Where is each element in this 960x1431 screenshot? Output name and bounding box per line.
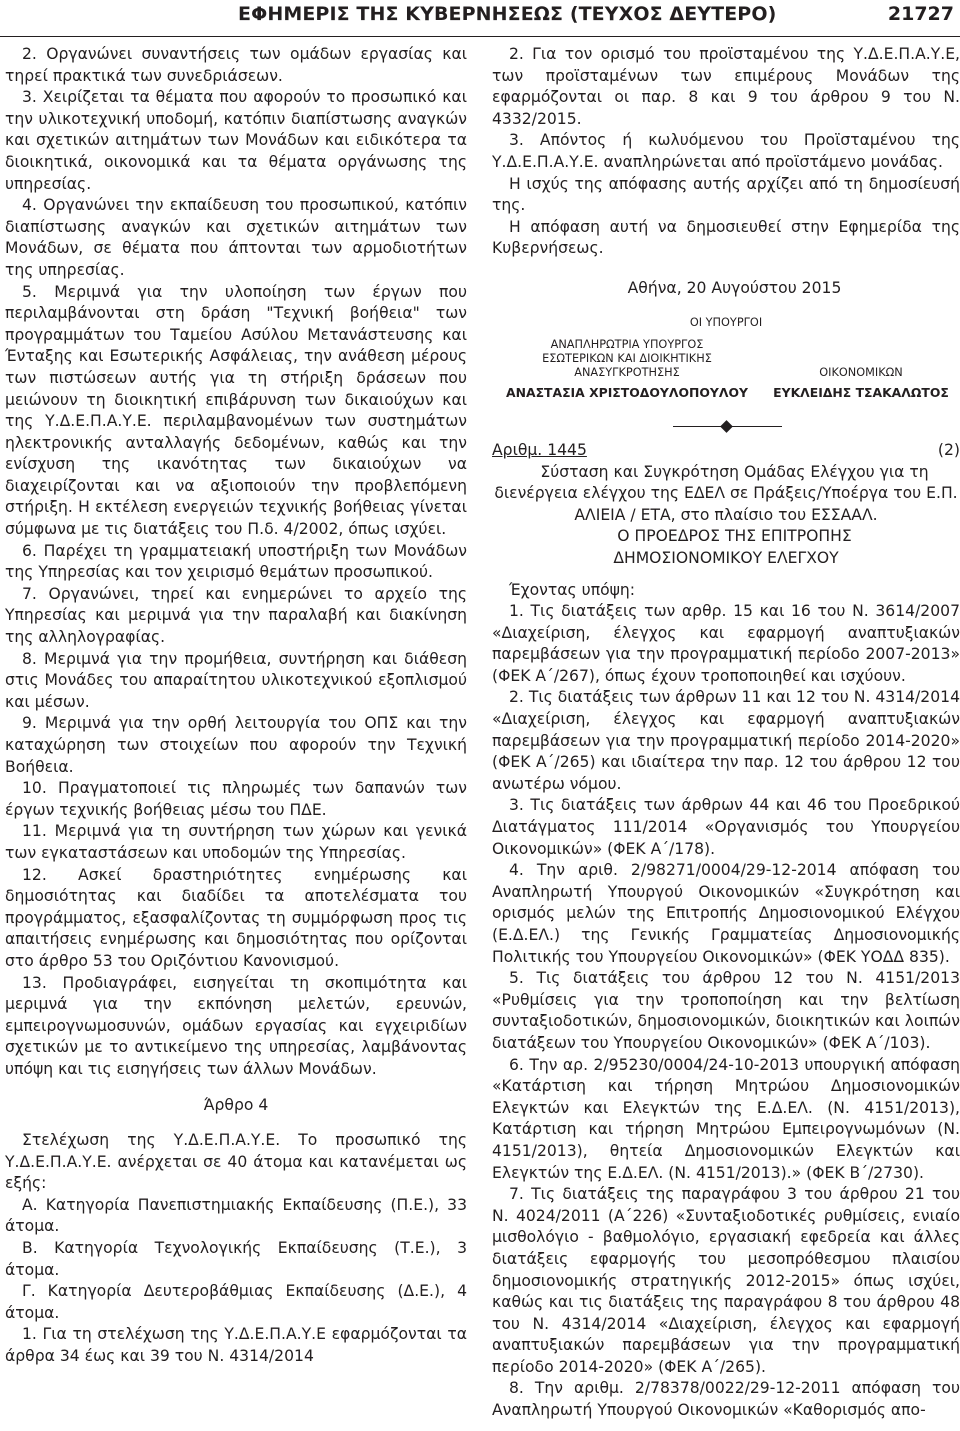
signatory-left-title-3: ΑΝΑΣΥΓΚΡΟΤΗΣΗΣ bbox=[574, 365, 680, 379]
consideration-3: 3. Τις διατάξεις των άρθρων 44 και 46 του Προεδρικού Διατάγματος 111/2014 «Οργανισμός του Υπουργείου Οικονομικών» (ΦΕΚ Α΄/178). bbox=[492, 796, 960, 858]
paragraph-5: 5. Μεριμνά για την υλοποίηση των έργων που περιλαμβάνονται στη δράση "Τεχνική βοήθεια" των προγραμμάτων του Ταμείου Ασύλου Μετανάστευσης και Ένταξης και Εσωτερικής Ασφάλειας, την ανάθεση μέρους των πιστώσεων αυτής για τη στήριξη δράσεων που μειώνουν τη διοικητική επιβάρυνση των δικαιούχων και της Υ.Δ.Ε.Π.Α.Υ.Ε. περιλαμβανομένων των συστημάτων ηλεκτρονικής ανταλλαγής δεδομένων, καθώς και την ενίσχυση της ικανότητας των δικαιούχων να διαχειρίζονται και να αξιοποιούν την προβλεπόμενη στήριξη. Η εκτέλεση ενεργειών τεχνικής βοήθειας γίνεται σύμφωνα με τις διατάξεις του Π.δ. 4/2002, όπως ισχύει. bbox=[5, 282, 467, 539]
consideration-7: 7. Τις διατάξεις της παραγράφου 3 του άρθρου 21 του Ν. 4024/2011 (Α΄226) «Συνταξιοδοτικές ρυθμίσεις, ενιαίο μισθολόγιο - βαθμολόγιο, εργασιακή εφεδρεία και άλλες διατάξεις εφαρμογής του μεσοπρόθεσμου πλαισίου δημοσιονομικής στρατηγικής 2012-2015» όπως ισχύει, καθώς και τις διατάξεις της παραγράφου 8 του άρθρου 48 του Ν. 4314/2014 «Διαχείριση, έλεγχος και εφαρμογή αναπτυξιακών παρεμβάσεων για την προγραμματική περίοδο 2014-2020» (ΦΕΚ Α΄/265). bbox=[492, 1185, 960, 1376]
section-divider bbox=[492, 418, 960, 440]
divider-line-right bbox=[732, 426, 782, 427]
signatures-heading: ΟΙ ΥΠΟΥΡΓΟΙ bbox=[689, 315, 763, 329]
consideration-6: 6. Την αρ. 2/95230/0004/24-10-2013 υπουργική απόφαση «Κατάρτιση και τήρηση Μητρώου Δημοσιονομικών Ελεγκτών και Ελεγκτών της Ε.Δ.ΕΛ. (Ν. 4151/2013), Κατάρτιση και τήρηση Μητρώου Εμπειρογνωμόνων (Ν. 4151/2013), θητεία Δημοσιονομικών Ελεγκτών και Ελεγκτών της Ε.Δ.ΕΛ. (Ν. 4151/2013).» (ΦΕΚ Β΄/2730). bbox=[492, 1055, 960, 1182]
paragraph-11: 11. Μεριμνά για τη συντήρηση των χώρων και γενικά των εγκαταστάσεων και υποδομών της Υπηρεσίας. bbox=[5, 822, 467, 862]
paragraph-4: 4. Οργανώνει την εκπαίδευση του προσωπικού, κατόπιν διαπίστωσης αναγκών και σχετικών αιτημάτων των Μονάδων, σε θέματα που άπτονται των αρμοδιοτήτων της υπηρεσίας. bbox=[5, 196, 467, 279]
having-regard: Έχοντας υπόψη: bbox=[509, 580, 636, 599]
article-4-category-b: Β. Κατηγορία Τεχνολογικής Εκπαίδευσης (Τ.Ε.), 3 άτομα. bbox=[5, 1239, 467, 1279]
decision-number-row bbox=[492, 440, 960, 462]
page-number: 21727 bbox=[887, 3, 954, 25]
consideration-1: 1. Τις διατάξεις των αρθρ. 15 και 16 του Ν. 3614/2007 «Διαχείριση, έλεγχος και εφαρμογή αναπτυξιακών παρεμβάσεων για την προγραμματική περίοδο 2007-2013» (ΦΕΚ Α΄/267), όπως έχουν τροποποιηθεί και ισχύουν. bbox=[492, 602, 960, 685]
signatory-left-name: ΑΝΑΣΤΑΣΙΑ ΧΡΙΣΤΟΔΟΥΛΟΠΟΥΛΟΥ bbox=[506, 384, 748, 400]
paragraph-12: 12. Ασκεί δραστηριότητες ενημέρωσης και δημοσιότητας και διαδίδει τα αποτελέσματα του προγράμματος, εξασφαλίζοντας τη συμμόρφωση προς τις απαιτήσεις ενημέρωσης και δημοσιότητας που ορίζονται στο άρθρο 53 του Οριζόντιου Κανονισμού. bbox=[5, 865, 467, 970]
paragraph-10: 10. Πραγματοποιεί τις πληρωμές των δαπανών των έργων τεχνικής βοήθειας μέσω του ΠΔΕ. bbox=[5, 779, 467, 819]
article-4-category-a: Α. Κατηγορία Πανεπιστημιακής Εκπαίδευσης (Π.Ε.), 33 άτομα. bbox=[5, 1195, 467, 1236]
decision-title: Σύσταση και Συγκρότηση Ομάδας Ελέγχου για τη διενέργεια ελέγχου της ΕΔΕΛ σε Πράξεις/Υποέργα του Ε.Π. ΑΛΙΕΙΑ / ΕΤΑ, στο πλαίσιο του ΕΣΣΑΑΛ. bbox=[494, 462, 958, 524]
paragraph-6: 6. Παρέχει τη γραμματειακή υποστήριξη των Μονάδων της Υπηρεσίας και τον χειρισμό θεμάτων προσωπικού. bbox=[5, 541, 467, 582]
signature-block bbox=[492, 310, 960, 418]
signatory-left-title-2: ΕΣΩΤΕΡΙΚΩΝ ΚΑΙ ΔΙΟΙΚΗΤΙΚΗΣ bbox=[542, 351, 712, 365]
publication-clause: Η απόφαση αυτή να δημοσιευθεί στην Εφημερίδα της Κυβερνήσεως. bbox=[492, 217, 960, 258]
consideration-4: 4. Την αριθ. 2/98271/0004/29-12-2014 απόφαση του Αναπληρωτή Υπουργού Οικονομικών «Συγκρότηση και ορισμός μελών της Επιτροπής Δημοσιονομικού Ελέγχου (Ε.Δ.ΕΛ.) της Γενικής Γραμματείας Δημοσιονομικής Πολιτικής του Υπουργείου Οικονομικών» (ΦΕΚ ΥΟΔΔ 835). bbox=[492, 861, 960, 966]
consideration-8: 8. Την αριθμ. 2/78378/0022/29-12-2011 απόφαση του Αναπληρωτή Υπουργού Οικονομικών «Καθορισμός απο- bbox=[492, 1379, 960, 1420]
left-column bbox=[5, 44, 467, 1368]
paragraph-2: 2. Οργανώνει συναντήσεις των ομάδων εργασίας και τηρεί πρακτικά των συνεδριάσεων. bbox=[5, 45, 467, 85]
article-4-intro: Στελέχωση της Υ.Δ.Ε.Π.Α.Υ.Ε. Το προσωπικό της Υ.Δ.Ε.Π.Α.Υ.Ε. ανέρχεται σε 40 άτομα και κατανέμεται ως εξής: bbox=[5, 1131, 467, 1193]
right-column bbox=[492, 44, 960, 1422]
right-paragraph-2: 2. Για τον ορισμό του προϊσταμένου της Υ.Δ.Ε.Π.Α.Υ.Ε, των προϊσταμένων των επιμέρους Μονάδων της εφαρμόζονται οι παρ. 8 και 9 του άρθρου 9 του Ν. 4332/2015. bbox=[492, 45, 960, 128]
paragraph-8: 8. Μεριμνά για την προμήθεια, συντήρηση και διάθεση στις Μονάδες του απαραίτητου υλικοτεχνικού εξοπλισμού και μέσων. bbox=[5, 649, 467, 711]
consideration-2: 2. Τις διατάξεις των άρθρων 11 και 12 του Ν. 4314/2014 «Διαχείριση, έλεγχος και εφαρμογή αναπτυξιακών παρεμβάσεων για την προγραμματική περίοδο 2014-2020» (ΦΕΚ Α΄/265) και ιδιαίτερα την παρ. 12 του άρθρου 12 του ανωτέρω νόμου. bbox=[492, 688, 960, 793]
page-header bbox=[0, 0, 960, 42]
header-rule bbox=[0, 36, 960, 37]
diamond-icon bbox=[720, 420, 733, 433]
paragraph-13: 13. Προδιαγράφει, εισηγείται τη σκοπιμότητα και μεριμνά για την εκπόνηση μελετών, ερευνών, εμπειρογνωμοσυνών, ομάδων εργασίας και εγχειριδίων σχετικών με το αντικείμενο της υπηρεσίας, λαμβάνοντας υπόψη και τις εισηγήσεις των άλλων Μονάδων. bbox=[5, 973, 467, 1078]
paragraph-7: 7. Οργανώνει, τηρεί και ενημερώνει το αρχείο της Υπηρεσίας και μεριμνά για την παραλαβή και διακίνηση της αλληλογραφίας. bbox=[5, 584, 467, 647]
paragraph-9: 9. Μεριμνά για την ορθή λειτουργία του ΟΠΣ και την καταχώρηση των στοιχείων που αφορούν την Τεχνική Βοήθεια. bbox=[5, 714, 467, 776]
authority-line-2: ΔΗΜΟΣΙΟΝΟΜΙΚΟΥ ΕΛΕΓΧΟΥ bbox=[613, 548, 839, 567]
article-4-item-1: 1. Για τη στελέχωση της Υ.Δ.Ε.Π.Α.Υ.Ε εφαρμόζονται τα άρθρα 34 έως και 39 του Ν. 4314/2014 bbox=[5, 1325, 467, 1366]
consideration-5: 5. Τις διατάξεις του άρθρου 12 του Ν. 4151/2013 «Ρυθμίσεις για την τροποποίηση και την βελτίωση συνταξιοδοτικών, δημοσιονομικών, διοικητικών και λοιπών διατάξεων του Υπουργείου Οικονομικών» (ΦΕΚ Α΄/103). bbox=[492, 969, 960, 1052]
place-date: Αθήνα, 20 Αυγούστου 2015 bbox=[627, 278, 842, 297]
signatory-left-title-1: ΑΝΑΠΛΗΡΩΤΡΙΑ ΥΠΟΥΡΓΟΣ bbox=[550, 337, 704, 351]
right-paragraph-3: 3. Απόντος ή κωλυόμενου του Προϊσταμένου της Υ.Δ.Ε.Π.Α.Υ.Ε. αναπληρώνεται από προϊστάμενο μονάδας. bbox=[492, 131, 960, 171]
decision-code: (2) bbox=[937, 440, 960, 459]
spacer bbox=[492, 260, 960, 278]
spacer bbox=[492, 570, 960, 580]
gazette-title: ΕΦΗΜΕΡΙΣ ΤΗΣ ΚΥΒΕΡΝΗΣΕΩΣ (ΤΕΥΧΟΣ ΔΕΥΤΕΡΟ) bbox=[238, 3, 777, 25]
signatory-right-title: ΟΙΚΟΝΟΜΙΚΩΝ bbox=[819, 365, 903, 379]
decision-number: Αριθμ. 1445 bbox=[492, 440, 587, 459]
authority-line-1: Ο ΠΡΟΕΔΡΟΣ ΤΗΣ ΕΠΙΤΡΟΠΗΣ bbox=[617, 527, 852, 546]
validity-clause: Η ισχύς της απόφασης αυτής αρχίζει από τη δημοσίευσή της. bbox=[492, 174, 960, 215]
article-heading: Άρθρο 4 bbox=[203, 1095, 269, 1114]
article-4-category-c: Γ. Κατηγορία Δευτεροβάθμιας Εκπαίδευσης (Δ.Ε.), 4 άτομα. bbox=[5, 1282, 467, 1322]
paragraph-3: 3. Χειρίζεται τα θέματα που αφορούν το προσωπικό και την υλικοτεχνική υποδομή, κατόπιν διαπίστωσης αναγκών και σχετικών αιτημάτων των Μονάδων και ειδικότερα τα διοικητικά, οικονομικά και τα θέματα οργάνωσης της υπηρεσίας. bbox=[5, 88, 467, 193]
signatory-right-name: ΕΥΚΛΕΙΔΗΣ ΤΣΑΚΑΛΩΤΟΣ bbox=[773, 384, 949, 400]
divider-line-left bbox=[673, 426, 723, 427]
